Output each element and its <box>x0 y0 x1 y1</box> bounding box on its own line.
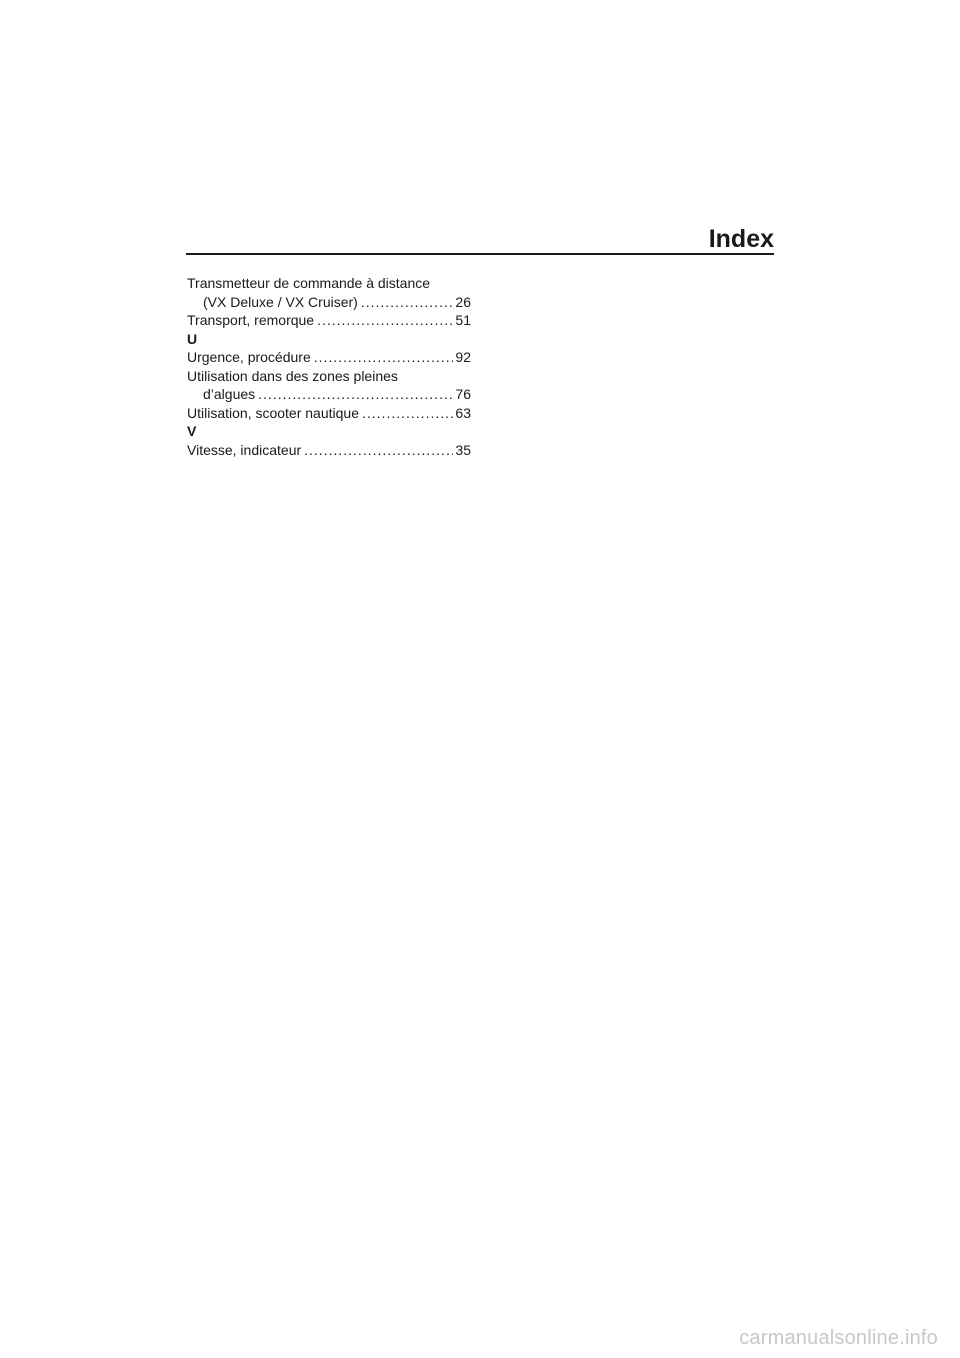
dot-leader <box>304 441 453 460</box>
dot-leader <box>362 404 453 423</box>
index-entry-vitesse <box>187 441 471 460</box>
entry-text: d’algues <box>203 386 256 402</box>
index-entry-utilisation-algues <box>187 367 471 386</box>
entry-text: Transmetteur de commande à distance <box>187 275 431 291</box>
dot-leader <box>258 385 453 404</box>
page-title: Index <box>708 225 774 253</box>
page-number: 26 <box>455 293 471 310</box>
page-number: 35 <box>455 441 471 458</box>
entry-text: (VX Deluxe / VX Cruiser) <box>203 293 358 310</box>
page-number: 76 <box>455 386 471 402</box>
page-number: 51 <box>455 312 471 328</box>
index-entry-transport <box>187 311 471 330</box>
index-entry-transmetteur <box>187 274 471 293</box>
index-entry-urgence <box>187 348 471 367</box>
entry-text: Transport, remorque <box>187 312 315 328</box>
dot-leader <box>361 293 454 312</box>
index-column <box>187 274 471 459</box>
index-entry-utilisation-scooter <box>187 404 471 423</box>
entry-text: Vitesse, indicateur <box>187 441 302 458</box>
index-entry-utilisation-algues-continued <box>187 385 471 404</box>
page-number: 63 <box>455 404 471 421</box>
entry-text: Urgence, procédure <box>187 349 311 365</box>
dot-leader <box>314 348 454 367</box>
entry-text: Utilisation, scooter nautique <box>187 404 359 421</box>
entry-text: Utilisation dans des zones pleines <box>187 367 398 384</box>
title-rule <box>186 253 774 255</box>
letter-heading-v: V <box>187 423 197 439</box>
page-number: 92 <box>455 349 471 365</box>
index-entry-transmetteur-continued <box>187 293 471 312</box>
watermark: carmanualsonline.info <box>739 1327 938 1349</box>
dot-leader <box>317 311 453 330</box>
letter-heading-u: U <box>187 330 198 347</box>
